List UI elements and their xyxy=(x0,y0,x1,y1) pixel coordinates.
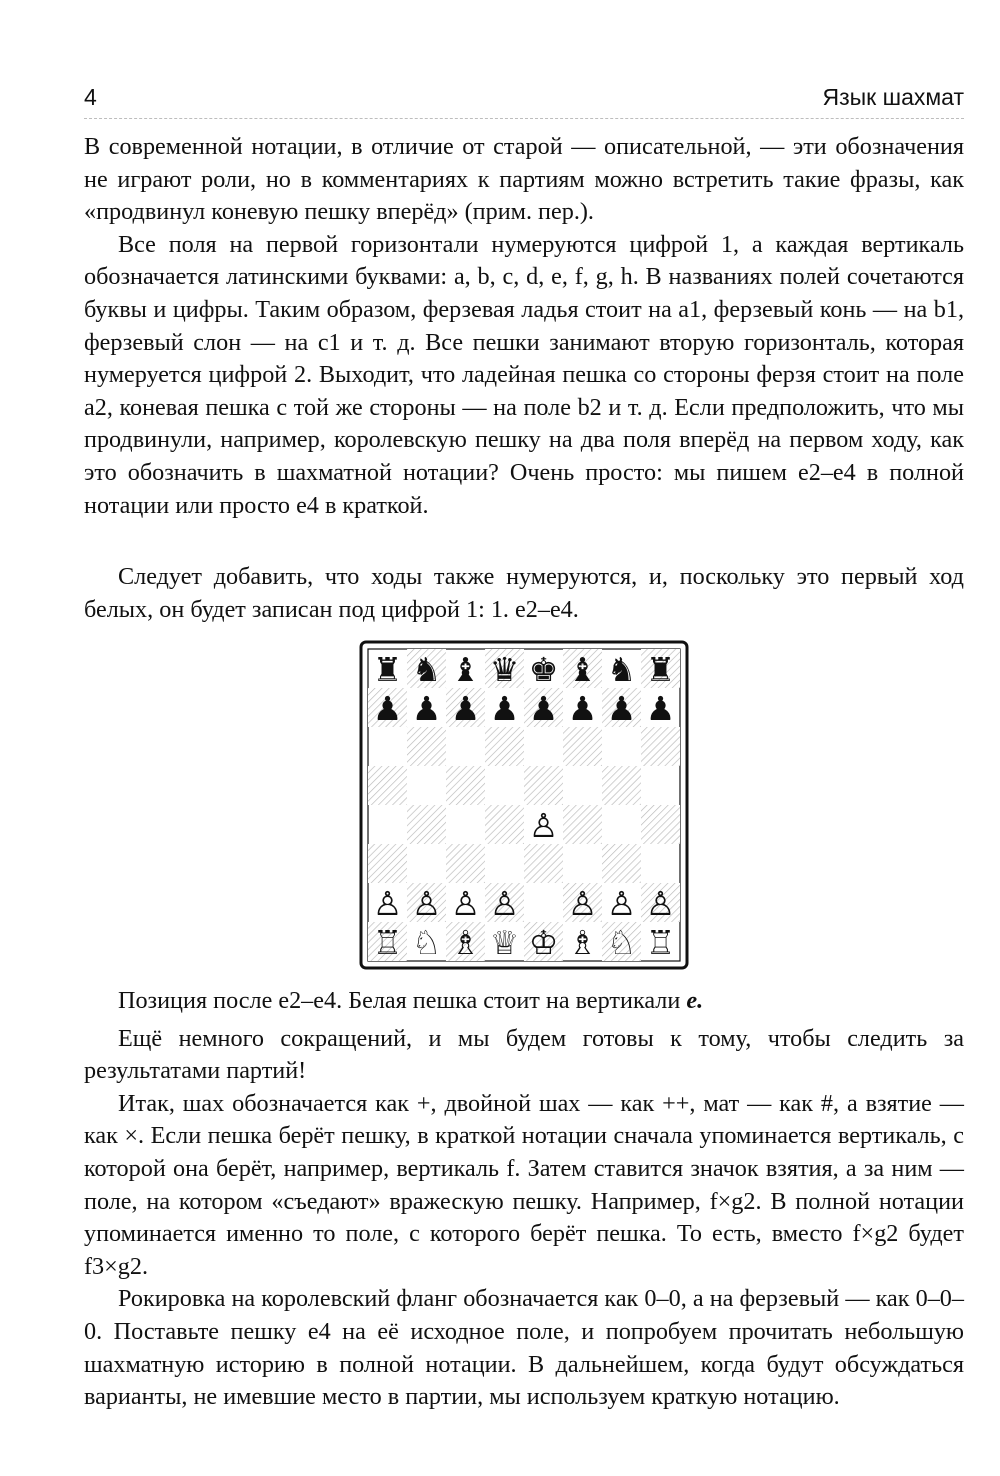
black-queen-d8: ♛ xyxy=(489,650,520,689)
black-pawn-e7: ♟ xyxy=(528,689,559,728)
square-e3 xyxy=(524,844,563,883)
diagram-caption xyxy=(84,985,964,1018)
square-d4 xyxy=(485,805,524,844)
caption-text: Позиция после e2–e4. Белая пешка стоит на вертикали xyxy=(118,987,687,1014)
chess-board xyxy=(359,640,689,970)
square-b4 xyxy=(407,805,446,844)
header-rule xyxy=(84,118,964,119)
text-block-top xyxy=(84,131,964,522)
white-pawn-c2: ♙ xyxy=(450,884,481,923)
black-king-e8: ♚ xyxy=(528,650,559,689)
white-bishop-c1: ♗ xyxy=(450,923,481,962)
black-bishop-c8: ♝ xyxy=(450,650,481,689)
page-number: 4 xyxy=(84,84,97,110)
black-pawn-d7: ♟ xyxy=(489,689,520,728)
black-pawn-g7: ♟ xyxy=(606,689,637,728)
running-header xyxy=(84,84,964,114)
black-knight-b8: ♞ xyxy=(411,650,442,689)
paragraph-notation-note: В современной нотации, в отличие от старой — описательной, — эти обозначения не играют роли, но в комментариях к партиям можно встретить такие фразы, как «продвинул коневую пешку вперёд» (прим. пер.). xyxy=(84,133,964,226)
paragraph-square-naming: Все поля на первой горизонтали нумеруются цифрой 1, а каждая вертикаль обозначается латинскими буквами: a, b, c, d, e, f, g, h. В названиях полей сочетаются буквы и цифры. Таким образом, ферзевая ладья стоит на a1, ферзевый конь — на b1, ферзевый слон — на c1 и т. д. Все пешки занимают вторую горизонталь, которая нумеруется цифрой 2. Выходит, что ладейная пешка со стороны ферзя стоит на поле a2, коневая пешка с той же стороны — на поле b2 и т. д. Если предположить, что мы продвинули, например, королевскую пешку на два поля вперёд на первом ходу, как это обозначить в шахматной нотации? Очень просто: мы пишем e2–e4 в полной нотации или просто e4 в краткой. xyxy=(84,230,964,519)
square-d6 xyxy=(485,727,524,766)
white-rook-a1: ♖ xyxy=(372,923,403,962)
square-f4 xyxy=(563,805,602,844)
black-pawn-c7: ♟ xyxy=(450,689,481,728)
square-b6 xyxy=(407,727,446,766)
white-king-e1: ♔ xyxy=(528,923,559,962)
white-pawn-g2: ♙ xyxy=(606,884,637,923)
white-pawn-f2: ♙ xyxy=(567,884,598,923)
chess-diagram xyxy=(359,640,689,970)
black-pawn-a7: ♟ xyxy=(372,689,403,728)
white-pawn-a2: ♙ xyxy=(372,884,403,923)
white-pawn-e4: ♙ xyxy=(528,806,559,845)
white-knight-b1: ♘ xyxy=(411,923,442,962)
black-knight-g8: ♞ xyxy=(606,650,637,689)
square-c5 xyxy=(446,766,485,805)
square-a5 xyxy=(368,766,407,805)
white-pawn-h2: ♙ xyxy=(645,884,676,923)
black-bishop-f8: ♝ xyxy=(567,650,598,689)
white-bishop-f1: ♗ xyxy=(567,923,598,962)
black-rook-a8: ♜ xyxy=(372,650,403,689)
black-pawn-h7: ♟ xyxy=(645,689,676,728)
white-pawn-d2: ♙ xyxy=(489,884,520,923)
square-e5 xyxy=(524,766,563,805)
white-queen-d1: ♕ xyxy=(489,923,520,962)
square-h6 xyxy=(641,727,680,766)
running-title: Язык шахмат xyxy=(822,84,964,110)
square-c3 xyxy=(446,844,485,883)
paragraph-check-capture: Итак, шах обозначается как +, двойной шах — как ++, мат — как #, а взятие — как ×. Если пешка берёт пешку, в краткой нотации сначала упоминается вертикаль, с которой она берёт, например, вертикаль f. Затем ставится значок взятия, а за ним — поле, на котором «съедают» вражескую пешку. Например, f×g2. В полной нотации упоминается именно то поле, с которого берёт пешка. То есть, вместо f×g2 будет f3×g2. xyxy=(84,1089,964,1280)
paragraph-abbreviations: Ещё немного сокращений, и мы будем готовы к тому, чтобы следить за результатами партий! xyxy=(84,1024,964,1085)
square-g5 xyxy=(602,766,641,805)
white-knight-g1: ♘ xyxy=(606,923,637,962)
square-a3 xyxy=(368,844,407,883)
text-block-mid xyxy=(84,561,964,626)
white-pawn-b2: ♙ xyxy=(411,884,442,923)
black-pawn-f7: ♟ xyxy=(567,689,598,728)
square-f6 xyxy=(563,727,602,766)
black-rook-h8: ♜ xyxy=(645,650,676,689)
square-h4 xyxy=(641,805,680,844)
caption-emphasis: e. xyxy=(686,987,704,1014)
white-rook-h1: ♖ xyxy=(645,923,676,962)
text-block-bottom xyxy=(84,985,964,1414)
black-pawn-b7: ♟ xyxy=(411,689,442,728)
square-g3 xyxy=(602,844,641,883)
paragraph-castling: Рокировка на королевский фланг обозначается как 0–0, а на ферзевый — как 0–0–0. Поставьте пешку e4 на её исходное поле, и попробуем прочитать небольшую шахматную историю в полной нотации. В дальнейшем, когда будут обсуждаться варианты, не имевшие место в партии, мы используем краткую нотацию. xyxy=(84,1285,964,1411)
paragraph-move-numbering: Следует добавить, что ходы также нумеруются, и, поскольку это первый ход белых, он будет записан под цифрой 1: 1. e2–e4. xyxy=(84,563,964,623)
